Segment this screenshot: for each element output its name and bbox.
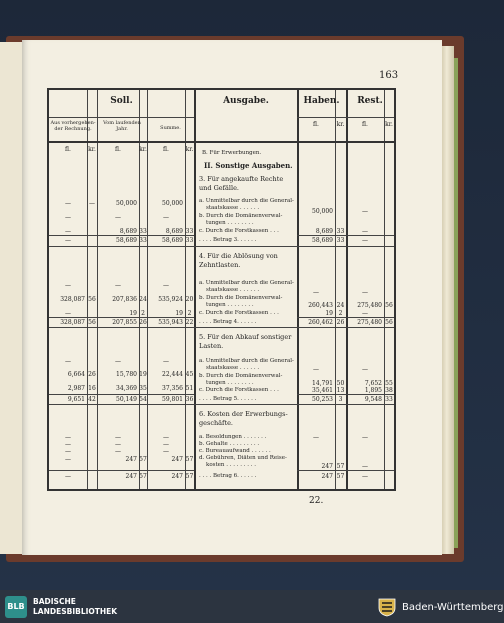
row-line bbox=[49, 404, 394, 405]
s3-total-label: . . . . Betrag 3. . . . . . bbox=[199, 237, 257, 243]
s4-total-lauf-kr: 26 bbox=[139, 319, 147, 326]
page-block-edge bbox=[442, 46, 454, 554]
s5-b-haben-kr: 50 bbox=[336, 380, 345, 387]
dash: — bbox=[65, 441, 71, 448]
s4-c-lauf-kr: 2 bbox=[141, 310, 145, 317]
s4-c-sum-fl: 19 bbox=[175, 310, 183, 317]
s4-total-haben-kr: 26 bbox=[336, 319, 345, 326]
section-4-title: 4. Für die Ablösung von Zehntlasten. bbox=[199, 252, 278, 269]
s5-a-vor-fl: 6,664 bbox=[67, 371, 85, 378]
s4-total-vor-fl: 328,087 bbox=[60, 319, 85, 326]
s5-b-label: b. Durch die Domänenverwal- tungen . . . . . . . . bbox=[199, 373, 283, 386]
s4-total-lauf-fl: 207,855 bbox=[112, 319, 137, 326]
s5-c-haben-kr: 13 bbox=[336, 387, 345, 394]
header-fl: fl. bbox=[163, 146, 169, 153]
ledger-table bbox=[47, 88, 396, 491]
row-line bbox=[297, 394, 394, 395]
s3-c-lauf-fl: 8,689 bbox=[119, 228, 137, 235]
s5-b-lauf-fl: 34,369 bbox=[116, 385, 137, 392]
s5-a-sum-kr: 45 bbox=[185, 371, 194, 378]
library-logo[interactable]: BLB bbox=[5, 596, 27, 618]
row-line bbox=[49, 317, 194, 318]
s3-a-haben-fl: 50,000 bbox=[312, 208, 333, 215]
dash: — bbox=[163, 448, 169, 455]
dash: — bbox=[65, 448, 71, 455]
row-line bbox=[49, 246, 394, 247]
dash: — bbox=[65, 434, 71, 441]
s5-total-sum-fl: 59,801 bbox=[162, 396, 183, 403]
s4-total-haben-fl: 260,462 bbox=[308, 319, 333, 326]
dash: — bbox=[362, 208, 368, 215]
s5-total-vor-kr: 42 bbox=[88, 396, 96, 403]
row-line bbox=[49, 235, 194, 236]
s4-a-label: a. Unmittelbar durch die General- staatskasse . . . . . . bbox=[199, 280, 294, 293]
s6-total-haben-kr: 57 bbox=[336, 473, 345, 480]
s5-total-rest-fl: 9,548 bbox=[364, 396, 382, 403]
header-summe: Summe. bbox=[160, 125, 181, 131]
s5-c-haben-fl: 35,461 bbox=[312, 387, 333, 394]
s4-b-haben-fl: 260,443 bbox=[308, 302, 333, 309]
dash: — bbox=[313, 289, 319, 296]
dash: — bbox=[313, 366, 319, 373]
dash: — bbox=[163, 358, 169, 365]
dash: — bbox=[362, 237, 368, 244]
page-number: 163 bbox=[379, 70, 399, 81]
s5-b-lauf-kr: 35 bbox=[139, 385, 147, 392]
s4-c-sum-kr: 2 bbox=[187, 310, 192, 317]
s5-b-sum-fl: 37,356 bbox=[162, 385, 183, 392]
s5-a-vor-kr: 26 bbox=[88, 371, 96, 378]
s3-c-haben-fl: 8,689 bbox=[315, 228, 333, 235]
s4-b-vor-kr: 56 bbox=[88, 296, 96, 303]
dash: — bbox=[65, 214, 71, 221]
header-vom-laufenden: Vom laufenden Jahr. bbox=[103, 120, 141, 132]
s4-b-sum-fl: 535,924 bbox=[158, 296, 183, 303]
s3-total-haben-fl: 58,689 bbox=[312, 237, 333, 244]
green-page-edge bbox=[454, 58, 458, 548]
s6-d-lauf-kr: 57 bbox=[139, 456, 147, 463]
s5-a-sum-fl: 22,444 bbox=[162, 371, 183, 378]
header-ausgabe: Ausgabe. bbox=[223, 96, 269, 106]
section-ii: II. Sonstige Ausgaben. bbox=[204, 161, 293, 170]
dash: — bbox=[115, 282, 121, 289]
s4-b-label: b. Durch die Domänenverwal- tungen . . . . . . . . bbox=[199, 295, 283, 308]
s6-total-sum-fl: 247 bbox=[171, 473, 183, 480]
s3-total-sum-fl: 58,689 bbox=[162, 237, 183, 244]
s5-total-label: . . . . Betrag 5. . . . . . bbox=[199, 396, 257, 402]
header-haben: Haben. bbox=[303, 96, 340, 106]
s3-c-sum-kr: 33 bbox=[185, 228, 194, 235]
left-page-edge bbox=[0, 42, 23, 554]
s6-d-sum-fl: 247 bbox=[171, 456, 183, 463]
s5-c-rest-kr: 38 bbox=[385, 387, 393, 394]
dash: — bbox=[65, 237, 71, 244]
dash: — bbox=[65, 473, 71, 480]
s5-total-lauf-fl: 50,149 bbox=[116, 396, 137, 403]
dash: — bbox=[65, 200, 71, 207]
dash: — bbox=[65, 282, 71, 289]
dash: — bbox=[362, 228, 368, 235]
s4-c-lauf-fl: 19 bbox=[129, 310, 137, 317]
section-3-title: 3. Für angekaufte Rechte und Gefälle. bbox=[199, 175, 284, 192]
s5-b-rest-kr: 55 bbox=[385, 380, 393, 387]
row-line bbox=[49, 327, 394, 328]
s4-b-lauf-kr: 24 bbox=[139, 296, 147, 303]
s6-d-label: d. Gebühren, Diäten und Reise- kosten . . . . . . . . . bbox=[199, 455, 287, 468]
dash: — bbox=[163, 282, 169, 289]
header-kr: kr. bbox=[139, 146, 147, 153]
s6-d-haben-kr: 57 bbox=[336, 463, 345, 470]
s4-b-haben-kr: 24 bbox=[336, 302, 345, 309]
dash: — bbox=[65, 456, 71, 463]
dash: — bbox=[115, 434, 121, 441]
state-coat-of-arms-icon bbox=[378, 597, 396, 617]
s5-total-haben-fl: 50,253 bbox=[312, 396, 333, 403]
s5-total-haben-kr: 3 bbox=[338, 396, 343, 403]
header-kr: kr. bbox=[336, 121, 345, 128]
dash: — bbox=[65, 358, 71, 365]
dash: — bbox=[115, 448, 121, 455]
dash: — bbox=[163, 434, 169, 441]
s3-a-sum-fl: 50,000 bbox=[162, 200, 183, 207]
dash: — bbox=[163, 214, 169, 221]
s4-total-vor-kr: 56 bbox=[88, 319, 96, 326]
section-5-title: 5. Für den Abkauf sonstiger Lasten. bbox=[199, 333, 292, 350]
dash: — bbox=[362, 473, 368, 480]
dash: — bbox=[89, 200, 95, 207]
col-line bbox=[194, 90, 196, 489]
s5-total-vor-fl: 9,651 bbox=[67, 396, 85, 403]
dash: — bbox=[65, 228, 71, 235]
dash: — bbox=[362, 463, 368, 470]
s5-b-sum-kr: 51 bbox=[185, 385, 194, 392]
dash: — bbox=[65, 310, 71, 317]
s4-b-vor-fl: 328,087 bbox=[60, 296, 85, 303]
dash: — bbox=[115, 441, 121, 448]
library-name-line1: BADISCHE bbox=[33, 597, 76, 606]
s3-a-label: a. Unmittelbar durch die General- staatskasse . . . . . . bbox=[199, 198, 294, 211]
s5-total-rest-kr: 33 bbox=[385, 396, 393, 403]
dash: — bbox=[362, 310, 368, 317]
s5-b-vor-fl: 2,987 bbox=[67, 385, 85, 392]
s6-a-label: a. Besoldungen . . . . . . . bbox=[199, 434, 267, 440]
s5-a-lauf-fl: 15,780 bbox=[116, 371, 137, 378]
s6-total-haben-fl: 247 bbox=[321, 473, 333, 480]
dash: — bbox=[313, 434, 319, 441]
col-line bbox=[384, 90, 385, 489]
s4-c-label: c. Durch die Forstkassen . . . bbox=[199, 310, 279, 316]
header-kr: kr. bbox=[385, 121, 393, 128]
s6-d-sum-kr: 57 bbox=[185, 456, 194, 463]
s6-total-sum-kr: 57 bbox=[185, 473, 194, 480]
header-aus-vorhergehender: Aus vorhergehen- der Rechnung. bbox=[50, 120, 96, 132]
header-line bbox=[49, 141, 394, 143]
state-name[interactable]: Baden-Württemberg bbox=[402, 602, 504, 613]
s3-c-lauf-kr: 33 bbox=[139, 228, 147, 235]
header-fl: fl. bbox=[313, 121, 319, 128]
col-line bbox=[335, 90, 336, 489]
header-soll: Soll. bbox=[110, 96, 133, 106]
s5-total-lauf-kr: 54 bbox=[139, 396, 147, 403]
dash: — bbox=[362, 366, 368, 373]
signature-mark: 22. bbox=[309, 496, 324, 506]
s5-b-vor-kr: 16 bbox=[88, 385, 96, 392]
header-fl: fl. bbox=[362, 121, 368, 128]
s5-b-haben-fl: 14,791 bbox=[312, 380, 333, 387]
s4-b-rest-kr: 56 bbox=[385, 302, 393, 309]
s4-c-haben-kr: 2 bbox=[338, 310, 343, 317]
row-line bbox=[297, 317, 394, 318]
dash: — bbox=[115, 358, 121, 365]
s4-c-haben-fl: 19 bbox=[325, 310, 333, 317]
dash: — bbox=[362, 289, 368, 296]
s6-total-label: . . . . Betrag 6. . . . . . bbox=[199, 473, 257, 479]
header-kr: kr. bbox=[88, 146, 96, 153]
s4-total-rest-kr: 56 bbox=[385, 319, 393, 326]
section-b-erwerbungen: B. Für Erwerbungen. bbox=[202, 150, 262, 156]
s3-total-sum-kr: 33 bbox=[185, 237, 194, 244]
s3-c-sum-fl: 8,689 bbox=[165, 228, 183, 235]
s3-a-lauf-fl: 50,000 bbox=[116, 200, 137, 207]
s3-total-lauf-kr: 33 bbox=[139, 237, 147, 244]
row-line bbox=[49, 470, 194, 471]
s4-b-sum-kr: 20 bbox=[185, 296, 194, 303]
s6-total-lauf-kr: 57 bbox=[139, 473, 147, 480]
s3-total-haben-kr: 33 bbox=[336, 237, 345, 244]
s6-c-label: c. Bureauaufwand . . . . . . bbox=[199, 448, 271, 454]
row-line bbox=[297, 470, 394, 471]
s4-total-sum-kr: 22 bbox=[185, 319, 194, 326]
s6-b-label: b. Gehalte . . . . . . . . . bbox=[199, 441, 260, 447]
header-fl: fl. bbox=[65, 146, 71, 153]
s4-total-rest-fl: 275,480 bbox=[357, 319, 382, 326]
header-line bbox=[49, 117, 194, 118]
header-rest: Rest. bbox=[357, 96, 383, 106]
s6-d-haben-fl: 247 bbox=[321, 463, 333, 470]
s3-c-label: c. Durch die Forstkassen . . . bbox=[199, 228, 279, 234]
s5-c-rest-fl: 1,895 bbox=[364, 387, 382, 394]
s4-total-label: . . . . Betrag 4. . . . . . bbox=[199, 319, 257, 325]
s5-a-lauf-kr: 19 bbox=[139, 371, 147, 378]
s4-total-sum-fl: 535,943 bbox=[158, 319, 183, 326]
s4-b-lauf-fl: 207,836 bbox=[112, 296, 137, 303]
row-line bbox=[49, 394, 194, 395]
s5-a-label: a. Unmittelbar durch die General- staatskasse . . . . . . bbox=[199, 358, 294, 371]
header-kr: kr. bbox=[185, 146, 194, 153]
s5-b-rest-fl: 7,652 bbox=[364, 380, 382, 387]
dash: — bbox=[115, 214, 121, 221]
s3-c-haben-kr: 33 bbox=[336, 228, 345, 235]
s6-d-lauf-fl: 247 bbox=[125, 456, 137, 463]
section-6-title: 6. Kosten der Erwerbungs- geschäfte. bbox=[199, 410, 288, 427]
s5-c-label: c. Durch die Forstkassen . . . bbox=[199, 387, 279, 393]
s3-total-lauf-fl: 58,689 bbox=[116, 237, 137, 244]
row-line bbox=[297, 235, 394, 236]
dash: — bbox=[163, 441, 169, 448]
header-fl: fl. bbox=[115, 146, 121, 153]
s5-total-sum-kr: 36 bbox=[185, 396, 194, 403]
library-name[interactable] bbox=[33, 597, 117, 617]
dash: — bbox=[362, 434, 368, 441]
s4-b-rest-fl: 275,480 bbox=[357, 302, 382, 309]
s6-total-lauf-fl: 247 bbox=[125, 473, 137, 480]
library-name-line2: LANDESBIBLIOTHEK bbox=[33, 607, 118, 616]
s3-b-label: b. Durch die Domänenverwal- tungen . . . . . . . . bbox=[199, 213, 283, 226]
header-line bbox=[297, 117, 394, 118]
